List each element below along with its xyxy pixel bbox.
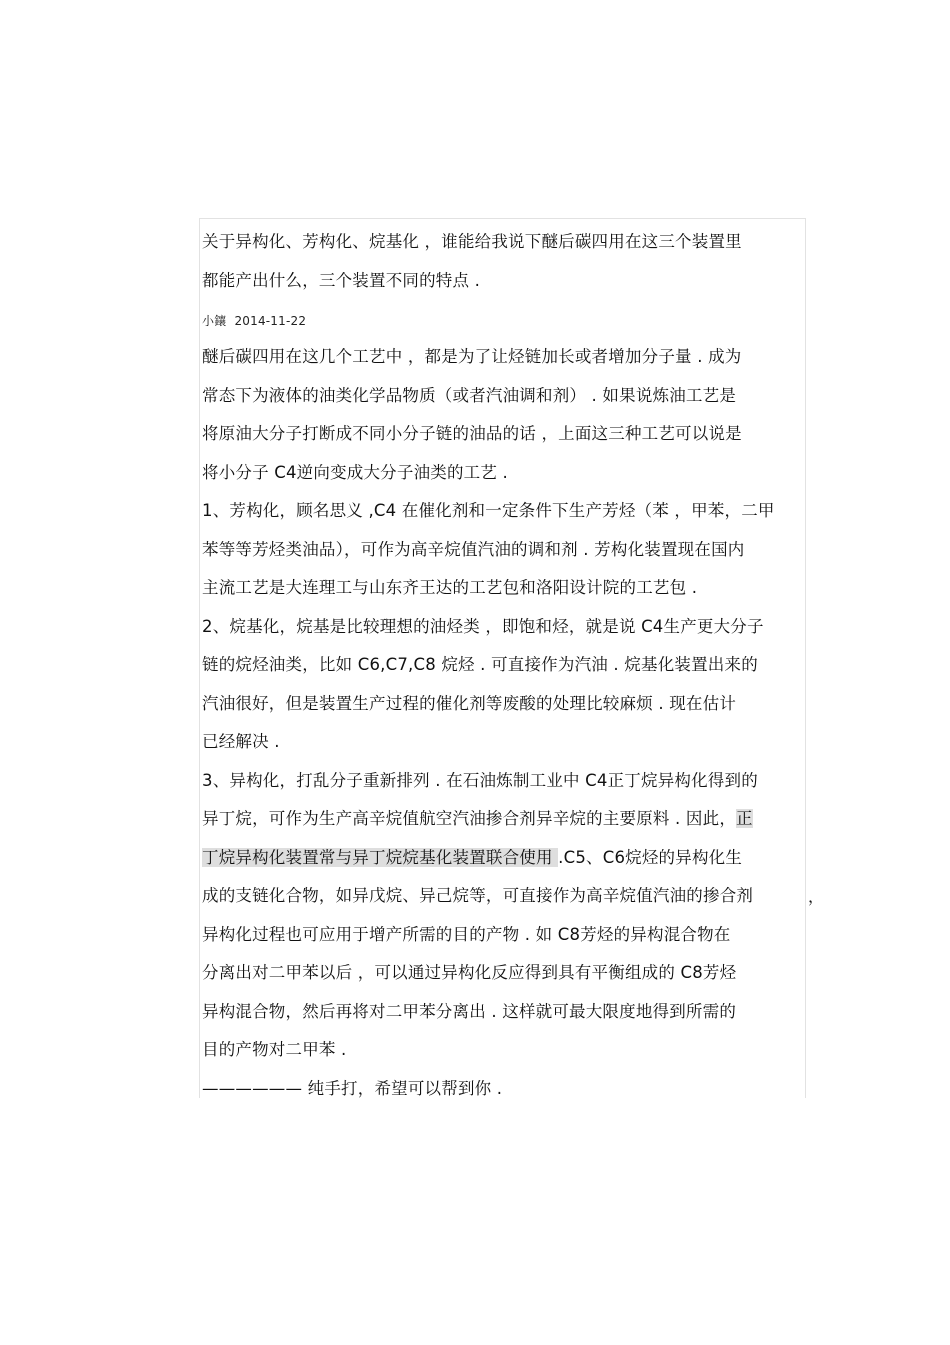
answer-text: 异丁烷，可作为生产高辛烷值航空汽油掺合剂异辛烷的主要原料 . 因此，	[202, 809, 737, 828]
trailing-comma: ，	[808, 887, 825, 906]
answer-line: 分离出对二甲苯以后 ，可以通过异构化反应得到具有平衡组成的 C8芳烃	[202, 963, 737, 982]
answer-line: 已经解决 .	[202, 732, 280, 751]
answer-line	[202, 848, 742, 868]
author-name: 小鑲	[202, 314, 227, 328]
answer-line: 成的支链化合物，如异戊烷、异己烷等，可直接作为高辛烷值汽油的掺合剂	[202, 886, 754, 905]
post-date: 2014-11-22	[234, 314, 307, 328]
answer-line: 苯等等芳烃类油品），可作为高辛烷值汽油的调和剂 . 芳构化装置现在国内	[202, 540, 745, 559]
answer-line: 异构混合物，然后再将对二甲苯分离出 . 这样就可最大限度地得到所需的	[202, 1002, 737, 1021]
answer-line: 链的烷烃油类，比如 C6,C7,C8 烷烃 . 可直接作为汽油 . 烷基化装置出来的	[202, 655, 758, 674]
question-line-1: 关于异构化、芳构化、烷基化 ，谁能给我说下醚后碳四用在这三个装置里	[202, 232, 742, 251]
question-line-2: 都能产出什么，三个装置不同的特点 .	[202, 271, 481, 290]
answer-line: 醚后碳四用在这几个工艺中 ，都是为了让烃链加长或者增加分子量 . 成为	[202, 347, 742, 366]
answer-line: 异构化过程也可应用于增产所需的目的产物 . 如 C8芳烃的异构混合物在	[202, 925, 731, 944]
answer-line: 汽油很好，但是装置生产过程的催化剂等废酸的处理比较麻烦 . 现在估计	[202, 694, 737, 713]
post-meta	[202, 313, 306, 329]
answer-line	[202, 809, 753, 829]
highlighted-text: 丁烷异构化装置常与异丁烷烷基化装置联合使用	[202, 848, 559, 867]
answer-line: 将小分子 C4逆向变成大分子油类的工艺 .	[202, 463, 508, 482]
closing-line: —————— 纯手打，希望可以帮到你 .	[202, 1079, 503, 1098]
answer-line: 目的产物对二甲苯 .	[202, 1040, 347, 1059]
answer-line: 将原油大分子打断成不同小分子链的油品的话 ，上面这三种工艺可以说是	[202, 424, 742, 443]
answer-line: 常态下为液体的油类化学品物质（或者汽油调和剂） . 如果说炼油工艺是	[202, 386, 737, 405]
answer-line: 主流工艺是大连理工与山东齐王达的工艺包和洛阳设计院的工艺包 .	[202, 578, 698, 597]
answer-line: 1、芳构化，顾名思义 ,C4 在催化剂和一定条件下生产芳烃（苯 ，甲苯，二甲	[202, 501, 775, 520]
highlighted-text: 正	[736, 809, 753, 828]
answer-line: 2、烷基化，烷基是比较理想的油烃类 ，即饱和烃，就是说 C4生产更大分子	[202, 617, 764, 636]
answer-line: 3、异构化，打乱分子重新排列 . 在石油炼制工业中 C4正丁烷异构化得到的	[202, 771, 758, 790]
answer-text: .C5、C6烷烃的异构化生	[558, 848, 743, 867]
